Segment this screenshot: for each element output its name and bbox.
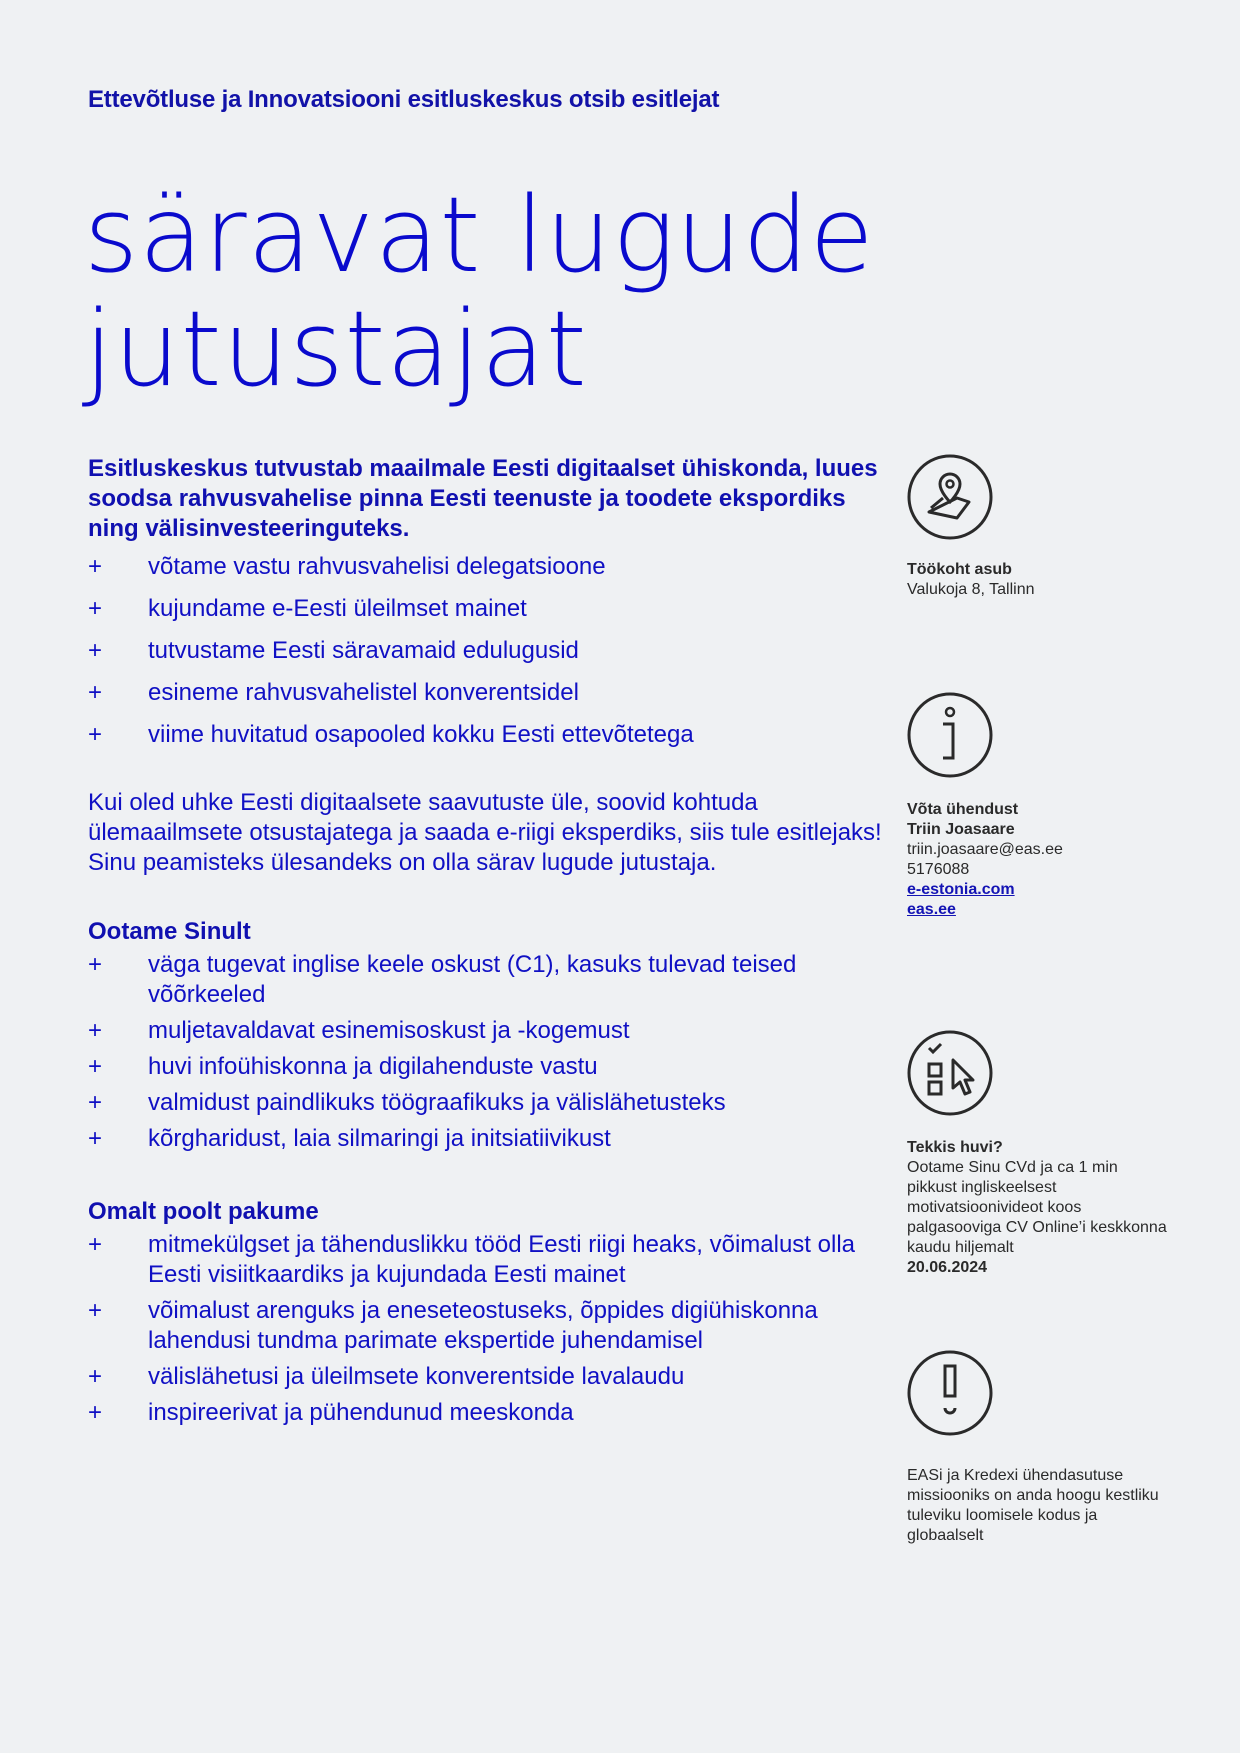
- sidebar-location: [907, 454, 1167, 600]
- plus-icon: +: [88, 553, 103, 580]
- map-pin-icon: [907, 454, 993, 540]
- exclamation-icon: [907, 1350, 993, 1436]
- expect-list: [88, 950, 888, 1154]
- apply-text: Ootame Sinu CVd ja ca 1 min pikkust ingliskeelsest motivatsioonivideot koos palgasooviga CV Online’i keskkonna kaudu hiljemalt: [907, 1159, 1167, 1256]
- location-title: Töökoht asub: [907, 561, 1012, 578]
- apply-deadline: 20.06.2024: [907, 1259, 988, 1276]
- list-item: + huvi infoühiskonna ja digilahenduste vastu: [88, 1053, 598, 1080]
- sidebar-contact: [907, 692, 1167, 920]
- link-eas[interactable]: eas.ee: [907, 901, 956, 918]
- activities-list: [88, 552, 888, 750]
- list-item: + mitmekülgset ja tähenduslikku tööd Eesti riigi heaks, võimalust olla Eesti visiitkaardiks ja kujundada Eesti mainet: [88, 1231, 856, 1288]
- plus-icon: +: [88, 595, 103, 622]
- contact-name: Triin Joasaare: [907, 821, 1015, 838]
- list-item: + väga tugevat inglise keele oskust (C1), kasuks tulevad teised võõrkeeled: [88, 951, 797, 1008]
- contact-title: Võta ühendust: [907, 801, 1019, 818]
- list-item: + kujundame e-Eesti üleilmset mainet: [88, 595, 527, 622]
- plus-icon: +: [88, 1363, 103, 1390]
- plus-icon: +: [88, 951, 103, 978]
- list-item: + kõrgharidust, laia silmaringi ja initsiatiivikust: [88, 1125, 611, 1152]
- offer-list: [88, 1230, 888, 1428]
- intro-text: Esitluskeskus tutvustab maailmale Eesti digitaalset ühiskonda, luues soodsa rahvusvahelise pinna Eesti teenuste ja toodete ekspordiks ning välisinvesteeringuteks.: [88, 455, 878, 542]
- plus-icon: +: [88, 1231, 103, 1258]
- plus-icon: +: [88, 1399, 103, 1426]
- plus-icon: +: [88, 1297, 103, 1324]
- headline: [84, 174, 875, 410]
- expect-heading: Ootame Sinult: [88, 918, 251, 945]
- checklist-cursor-icon: [907, 1030, 993, 1116]
- sidebar-apply: [907, 1030, 1167, 1278]
- list-item: + esineme rahvusvahelistel konverentsidel: [88, 679, 579, 706]
- plus-icon: +: [88, 679, 103, 706]
- kicker-title: Ettevõtluse ja Innovatsiooni esitluskeskus otsib esitlejat: [88, 86, 720, 113]
- main-content: [88, 454, 888, 1434]
- apply-title: Tekkis huvi?: [907, 1139, 1003, 1156]
- list-item: + valmidust paindlikuks töögraafikuks ja välislähetusteks: [88, 1089, 726, 1116]
- list-item: + viime huvitatud osapooled kokku Eesti ettevõtetega: [88, 721, 694, 748]
- headline-line-1: säravat lugude: [84, 174, 875, 296]
- sidebar-mission: [907, 1350, 1167, 1546]
- location-text: Valukoja 8, Tallinn: [907, 581, 1035, 598]
- plus-icon: +: [88, 1125, 103, 1152]
- plus-icon: +: [88, 721, 103, 748]
- plus-icon: +: [88, 637, 103, 664]
- offer-heading: Omalt poolt pakume: [88, 1198, 319, 1225]
- contact-phone: 5176088: [907, 861, 970, 878]
- plus-icon: +: [88, 1089, 103, 1116]
- description-paragraph: Kui oled uhke Eesti digitaalsete saavutuste üle, soovid kohtuda ülemaailmsete otsustajatega ja saada e-riigi eksperdiks, siis tule esitlejaks! Sinu peamisteks ülesandeks on olla särav lugude jutustaja.: [88, 789, 882, 876]
- contact-email[interactable]: triin.joasaare@eas.ee: [907, 841, 1063, 858]
- plus-icon: +: [88, 1017, 103, 1044]
- list-item: + muljetavaldavat esinemisoskust ja -kogemust: [88, 1017, 630, 1044]
- mission-text: EASi ja Kredexi ühendasutuse missiooniks on anda hoogu kestliku tuleviku loomisele kodus ja globaalselt: [907, 1467, 1159, 1544]
- list-item: + võtame vastu rahvusvahelisi delegatsioone: [88, 553, 606, 580]
- list-item: + välislähetusi ja üleilmsete konverentside lavalaudu: [88, 1363, 685, 1390]
- list-item: + võimalust arenguks ja eneseteostuseks, õppides digiühiskonna lahendusi tundma parimate ekspertide juhendamisel: [88, 1297, 818, 1354]
- info-icon: [907, 692, 993, 778]
- list-item: + inspireerivat ja pühendunud meeskonda: [88, 1399, 574, 1426]
- headline-line-2: jutustajat: [84, 288, 588, 410]
- link-e-estonia[interactable]: e-estonia.com: [907, 881, 1015, 898]
- list-item: + tutvustame Eesti säravamaid edulugusid: [88, 637, 579, 664]
- plus-icon: +: [88, 1053, 103, 1080]
